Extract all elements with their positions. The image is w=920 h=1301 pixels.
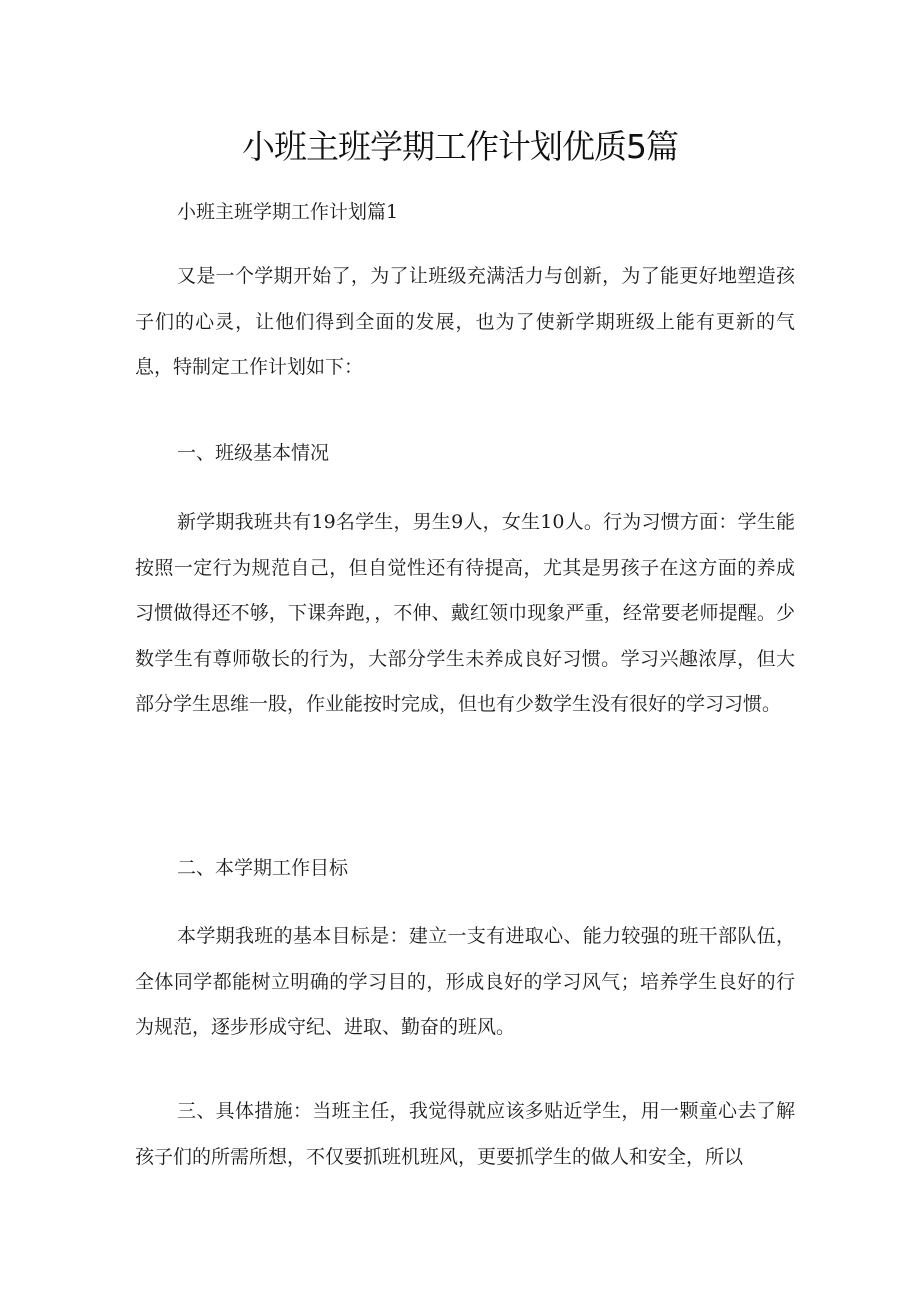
section1-heading: 一、班级基本情况 (177, 442, 330, 464)
section2-paragraph: 本学期我班的基本目标是：建立一支有进取心、能力较强的班干部队伍，全体同学都能树立明确的学习目的，形成良好的学习风气；培养学生良好的行为规范，逐步形成守纪、进取、勤奋的班风。 (135, 925, 795, 1038)
section2-heading: 二、本学期工作目标 (177, 857, 349, 879)
section-subtitle: 小班主班学期工作计划篇1 (177, 201, 399, 223)
section1-paragraph: 新学期我班共有19名学生，男生9人，女生10人。行为习惯方面：学生能按照一定行为规范自己，但自觉性还有待提高，尤其是男孩子在这方面的养成习惯做得还不够，下课奔跑，，不伸、戴红领巾现象严重，经常要老师提醒。少数学生有尊师敬长的行为，大部分学生未养成良好习惯。学习兴趣浓厚，但大部分学生思维一股，作业能按时完成，但也有少数学生没有很好的学习习惯。 (135, 511, 795, 715)
document-title: 小班主班学期工作计划优质5篇 (242, 127, 678, 166)
section3-paragraph: 三、具体措施：当班主任，我觉得就应该多贴近学生，用一颗童心去了解孩子们的所需所想，不仅要抓班机班风，更要抓学生的做人和安全，所以 (135, 1100, 795, 1168)
intro-paragraph: 又是一个学期开始了，为了让班级充满活力与创新，为了能更好地塑造孩子们的心灵，让他们得到全面的发展，也为了使新学期班级上能有更新的气息，特制定工作计划如下： (135, 265, 795, 378)
